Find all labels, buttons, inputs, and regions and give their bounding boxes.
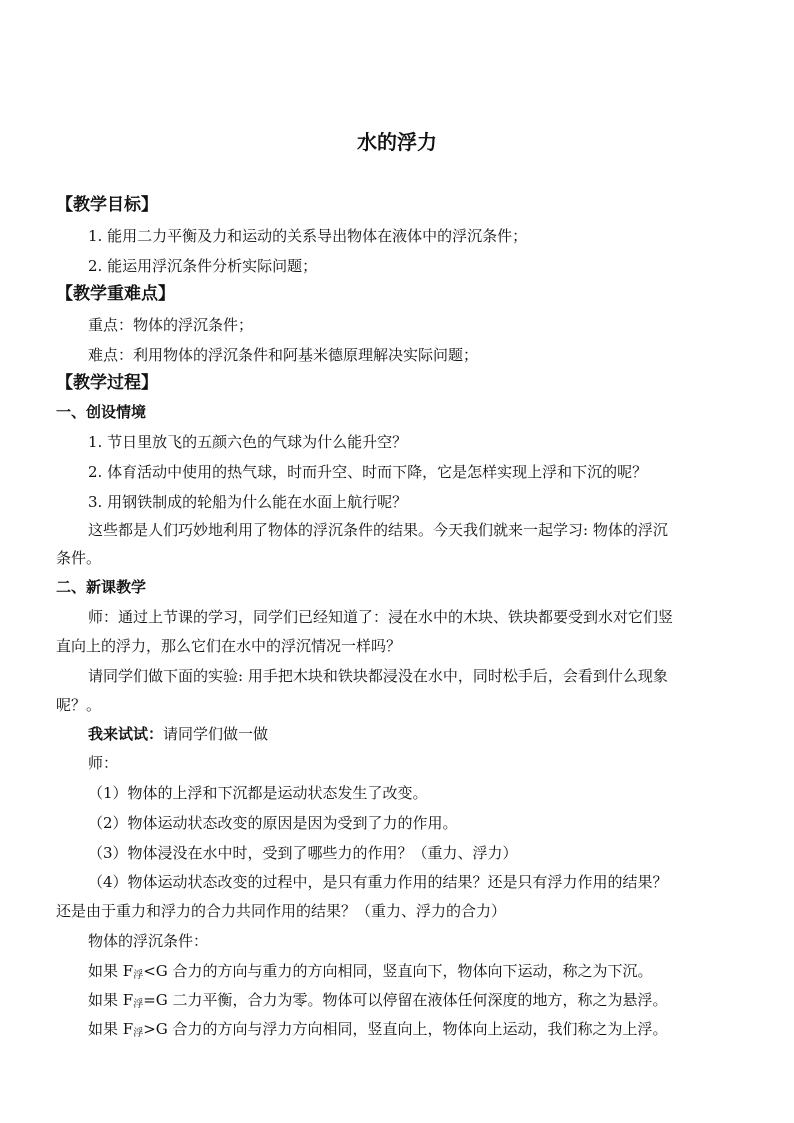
teacher-intro-line2: 直向上的浮力，那么它们在水中的浮沉情况一样吗？ xyxy=(56,637,402,655)
point-2: （2）物体运动状态改变的原因是因为受到了力的作用。 xyxy=(88,814,458,832)
page-title: 水的浮力 xyxy=(357,130,437,154)
experiment-line1: 请同学们做下面的实验: 用手把木块和铁块都浸没在水中，同时松手后，会看到什么现象 xyxy=(88,667,668,685)
condition-suspend-text: =G 二力平衡，合力为零。物体可以停留在液体任何深度的地方，称之为悬浮。 xyxy=(143,991,668,1009)
condition-float-sub: 浮 xyxy=(133,1028,144,1039)
point-4-line1: （4）物体运动状态改变的过程中，是只有重力作用的结果？还是只有浮力作用的结果？ xyxy=(88,873,668,891)
key-points-heading: 【教学重难点】 xyxy=(56,284,175,304)
teacher-label: 师： xyxy=(88,754,119,772)
conditions-intro: 物体的浮沉条件： xyxy=(88,932,209,950)
process-heading: 【教学过程】 xyxy=(56,373,158,393)
part2-heading: 二、新课教学 xyxy=(56,578,147,596)
condition-float xyxy=(88,1019,668,1039)
point-1: （1）物体的上浮和下沉都是运动状态发生了改变。 xyxy=(88,784,428,802)
condition-float-text: >G 合力的方向与浮力方向相同，竖直向上，物体向上运动，我们称之为上浮。 xyxy=(143,1020,668,1038)
scenario-summary-line1: 这些都是人们巧妙地利用了物体的浮沉条件的结果。今天我们就来一起学习: 物体的浮沉 xyxy=(88,521,668,539)
condition-sink xyxy=(88,961,653,981)
part1-heading: 一、创设情境 xyxy=(56,403,147,421)
try-it-line xyxy=(88,724,268,744)
condition-suspend xyxy=(88,990,668,1010)
key-focus: 重点：物体的浮沉条件； xyxy=(88,316,254,334)
try-it-text: 请同学们做一做 xyxy=(163,725,269,743)
point-4-line2: 还是由于重力和浮力的合力共同作用的结果？（重力、浮力的合力） xyxy=(56,902,507,920)
point-3: （3）物体浸没在水中时，受到了哪些力的作用？（重力、浮力） xyxy=(88,844,518,862)
objectives-heading: 【教学目标】 xyxy=(56,195,158,215)
condition-float-prefix: 如果 F xyxy=(88,1020,134,1038)
condition-sink-prefix: 如果 F xyxy=(88,962,134,980)
objective-item-2: 2. 能运用浮沉条件分析实际问题； xyxy=(88,257,318,275)
scenario-question-1: 1. 节日里放飞的五颜六色的气球为什么能升空？ xyxy=(88,433,408,451)
condition-sink-sub: 浮 xyxy=(133,970,144,981)
scenario-question-3: 3. 用钢铁制成的轮船为什么能在水面上航行呢？ xyxy=(88,493,408,511)
key-difficulty: 难点：利用物体的浮沉条件和阿基米德原理解决实际问题； xyxy=(88,346,479,364)
try-it-label: 我来试试： xyxy=(88,725,164,743)
experiment-line2: 呢？。 xyxy=(56,696,102,714)
condition-sink-text: <G 合力的方向与重力的方向相同，竖直向下，物体向下运动，称之为下沉。 xyxy=(143,962,653,980)
condition-suspend-sub: 浮 xyxy=(133,999,144,1010)
scenario-question-2: 2. 体育活动中使用的热气球，时而升空、时而下降，它是怎样实现上浮和下沉的呢？ xyxy=(88,463,648,481)
scenario-summary-line2: 条件。 xyxy=(56,549,102,567)
teacher-intro-line1: 师：通过上节课的学习，同学们已经知道了：浸在水中的木块、铁块都要受到水对它们竖 xyxy=(88,608,674,626)
condition-suspend-prefix: 如果 F xyxy=(88,991,134,1009)
objective-item-1: 1. 能用二力平衡及力和运动的关系导出物体在液体中的浮沉条件； xyxy=(88,227,528,245)
